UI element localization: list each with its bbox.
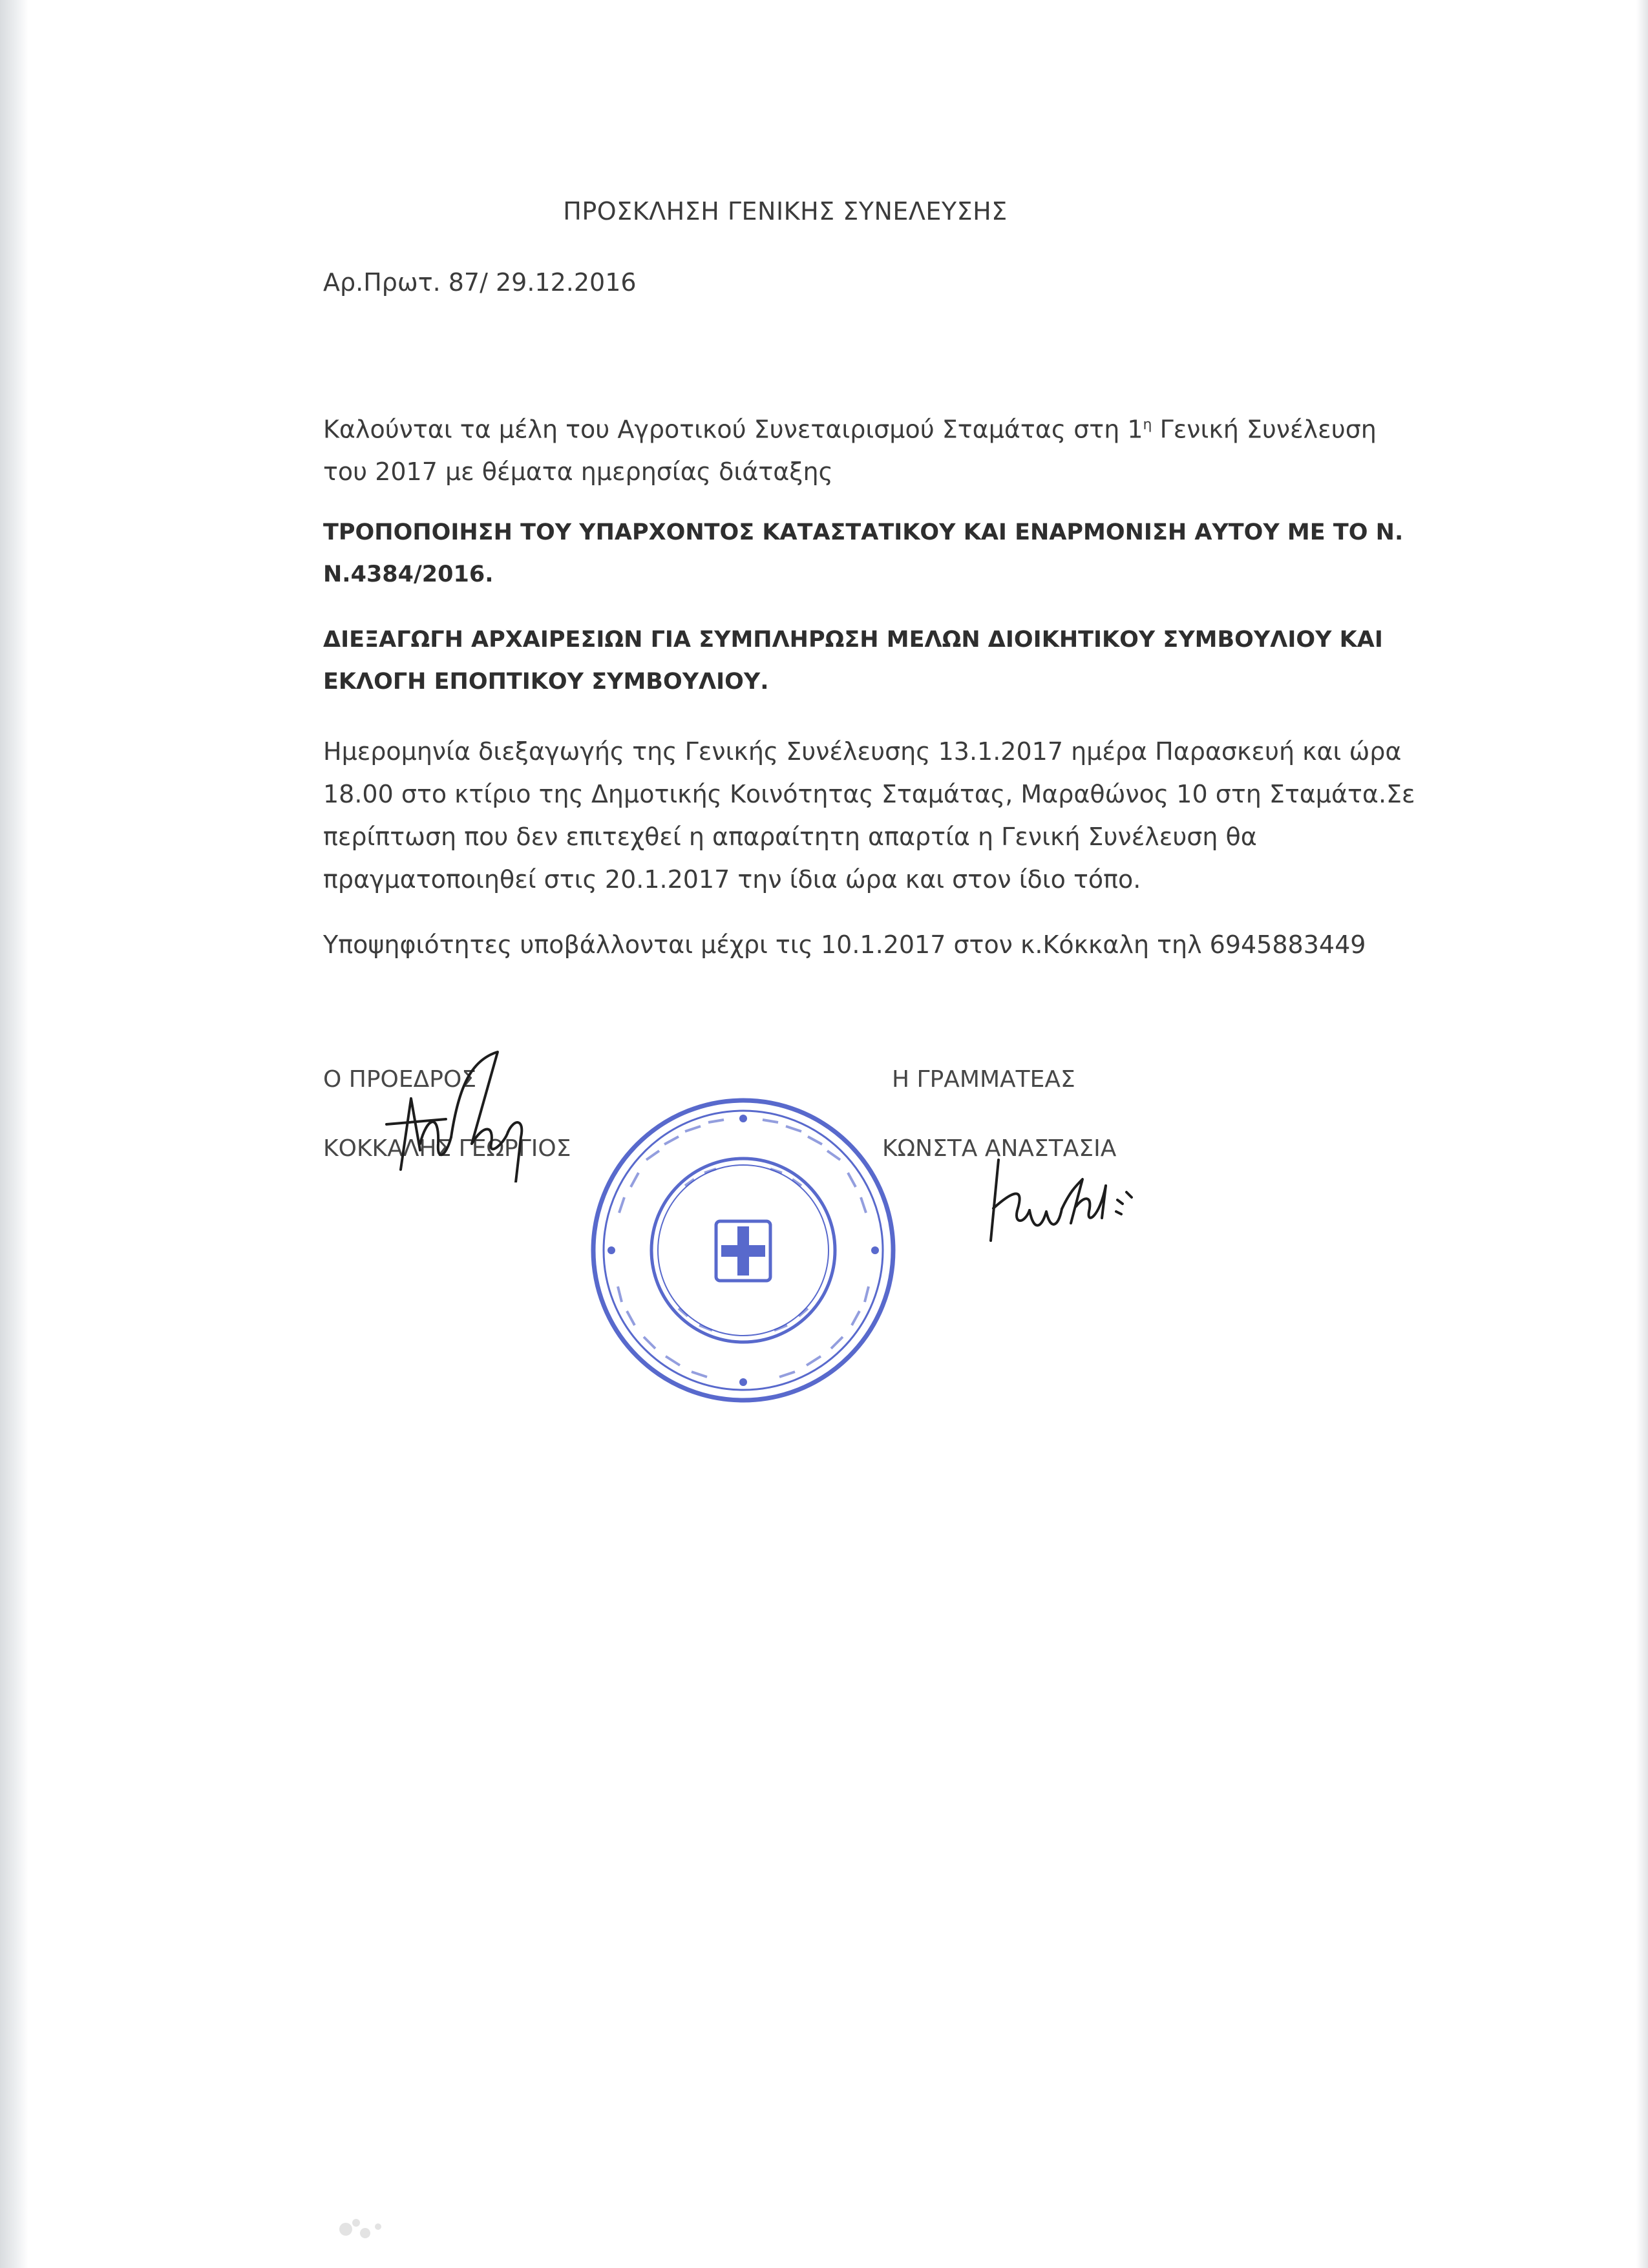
intro-superscript: η: [1143, 417, 1152, 433]
president-title: Ο ΠΡΟΕΔΡΟΣ: [323, 1066, 477, 1093]
intro-text-continued: Γενική Συνέλευση του 2017 με θέματα ημερησίας διάταξης: [323, 415, 1377, 486]
secretary-title: Η ΓΡΑΜΜΑΤΕΑΣ: [892, 1066, 1075, 1093]
scan-edge-right: [1636, 0, 1648, 2268]
president-signature: [375, 1047, 543, 1182]
secretary-name: ΚΩΝΣΤΑ ΑΝΑΣΤΑΣΙΑ: [882, 1135, 1117, 1162]
official-stamp: [582, 1089, 905, 1412]
intro-text: Καλούνται τα μέλη του Αγροτικού Συνεταιρισμού Σταμάτας στη 1: [323, 415, 1143, 444]
agenda-topic-2: ΔΙΕΞΑΓΩΓΗ ΑΡΧΑΙΡΕΣΙΩΝ ΓΙΑ ΣΥΜΠΛΗΡΩΣΗ ΜΕΛΩΝ ΔΙΟΙΚΗΤΙΚΟΥ ΣΥΜΒΟΥΛΙΟΥ ΚΑΙ ΕΚΛΟΓΗ ΕΠΟΠΤΙΚΟΥ ΣΥΜΒΟΥΛΙΟΥ.: [323, 627, 1383, 695]
intro-paragraph: [323, 404, 1422, 493]
meeting-details-paragraph: Ημερομηνία διεξαγωγής της Γενικής Συνέλευσης 13.1.2017 ημέρα Παρασκευή και ώρα 18.00 στο κτίριο της Δημοτικής Κοινότητας Σταμάτας, Μαραθώνος 10 στη Σταμάτα.Σε περίπτωση που δεν επιτεχθεί η απαραίτητη απαρτία η Γενική Συνέλευση θα πραγματοποιηθεί στις 20.1.2017 την ίδια ώρα και στον ίδιο τόπο.: [323, 737, 1415, 894]
document-title: ΠΡΟΣΚΛΗΣΗ ΓΕΝΙΚΗΣ ΣΥΝΕΛΕΥΣΗΣ: [563, 197, 1008, 226]
agenda-topic-1: ΤΡΟΠΟΠΟΙΗΣΗ ΤΟΥ ΥΠΑΡΧΟΝΤΟΣ ΚΑΤΑΣΤΑΤΙΚΟΥ ΚΑΙ ΕΝΑΡΜΟΝΙΣΗ ΑΥΤΟΥ ΜΕ ΤΟ Ν. Ν.4384/2016.: [323, 520, 1404, 587]
protocol-number: Αρ.Πρωτ. 87/ 29.12.2016: [323, 268, 637, 297]
scan-smudge: [326, 2203, 404, 2255]
secretary-signature: [979, 1147, 1141, 1244]
president-name: ΚΟΚΚΑΛΗΣ ΓΕΩΡΓΙΟΣ: [323, 1135, 571, 1162]
scan-edge-left: [0, 0, 28, 2268]
candidates-paragraph: Υποψηφιότητες υποβάλλονται μέχρι τις 10.1.2017 στον κ.Κόκκαλη τηλ 6945883449: [323, 930, 1366, 959]
